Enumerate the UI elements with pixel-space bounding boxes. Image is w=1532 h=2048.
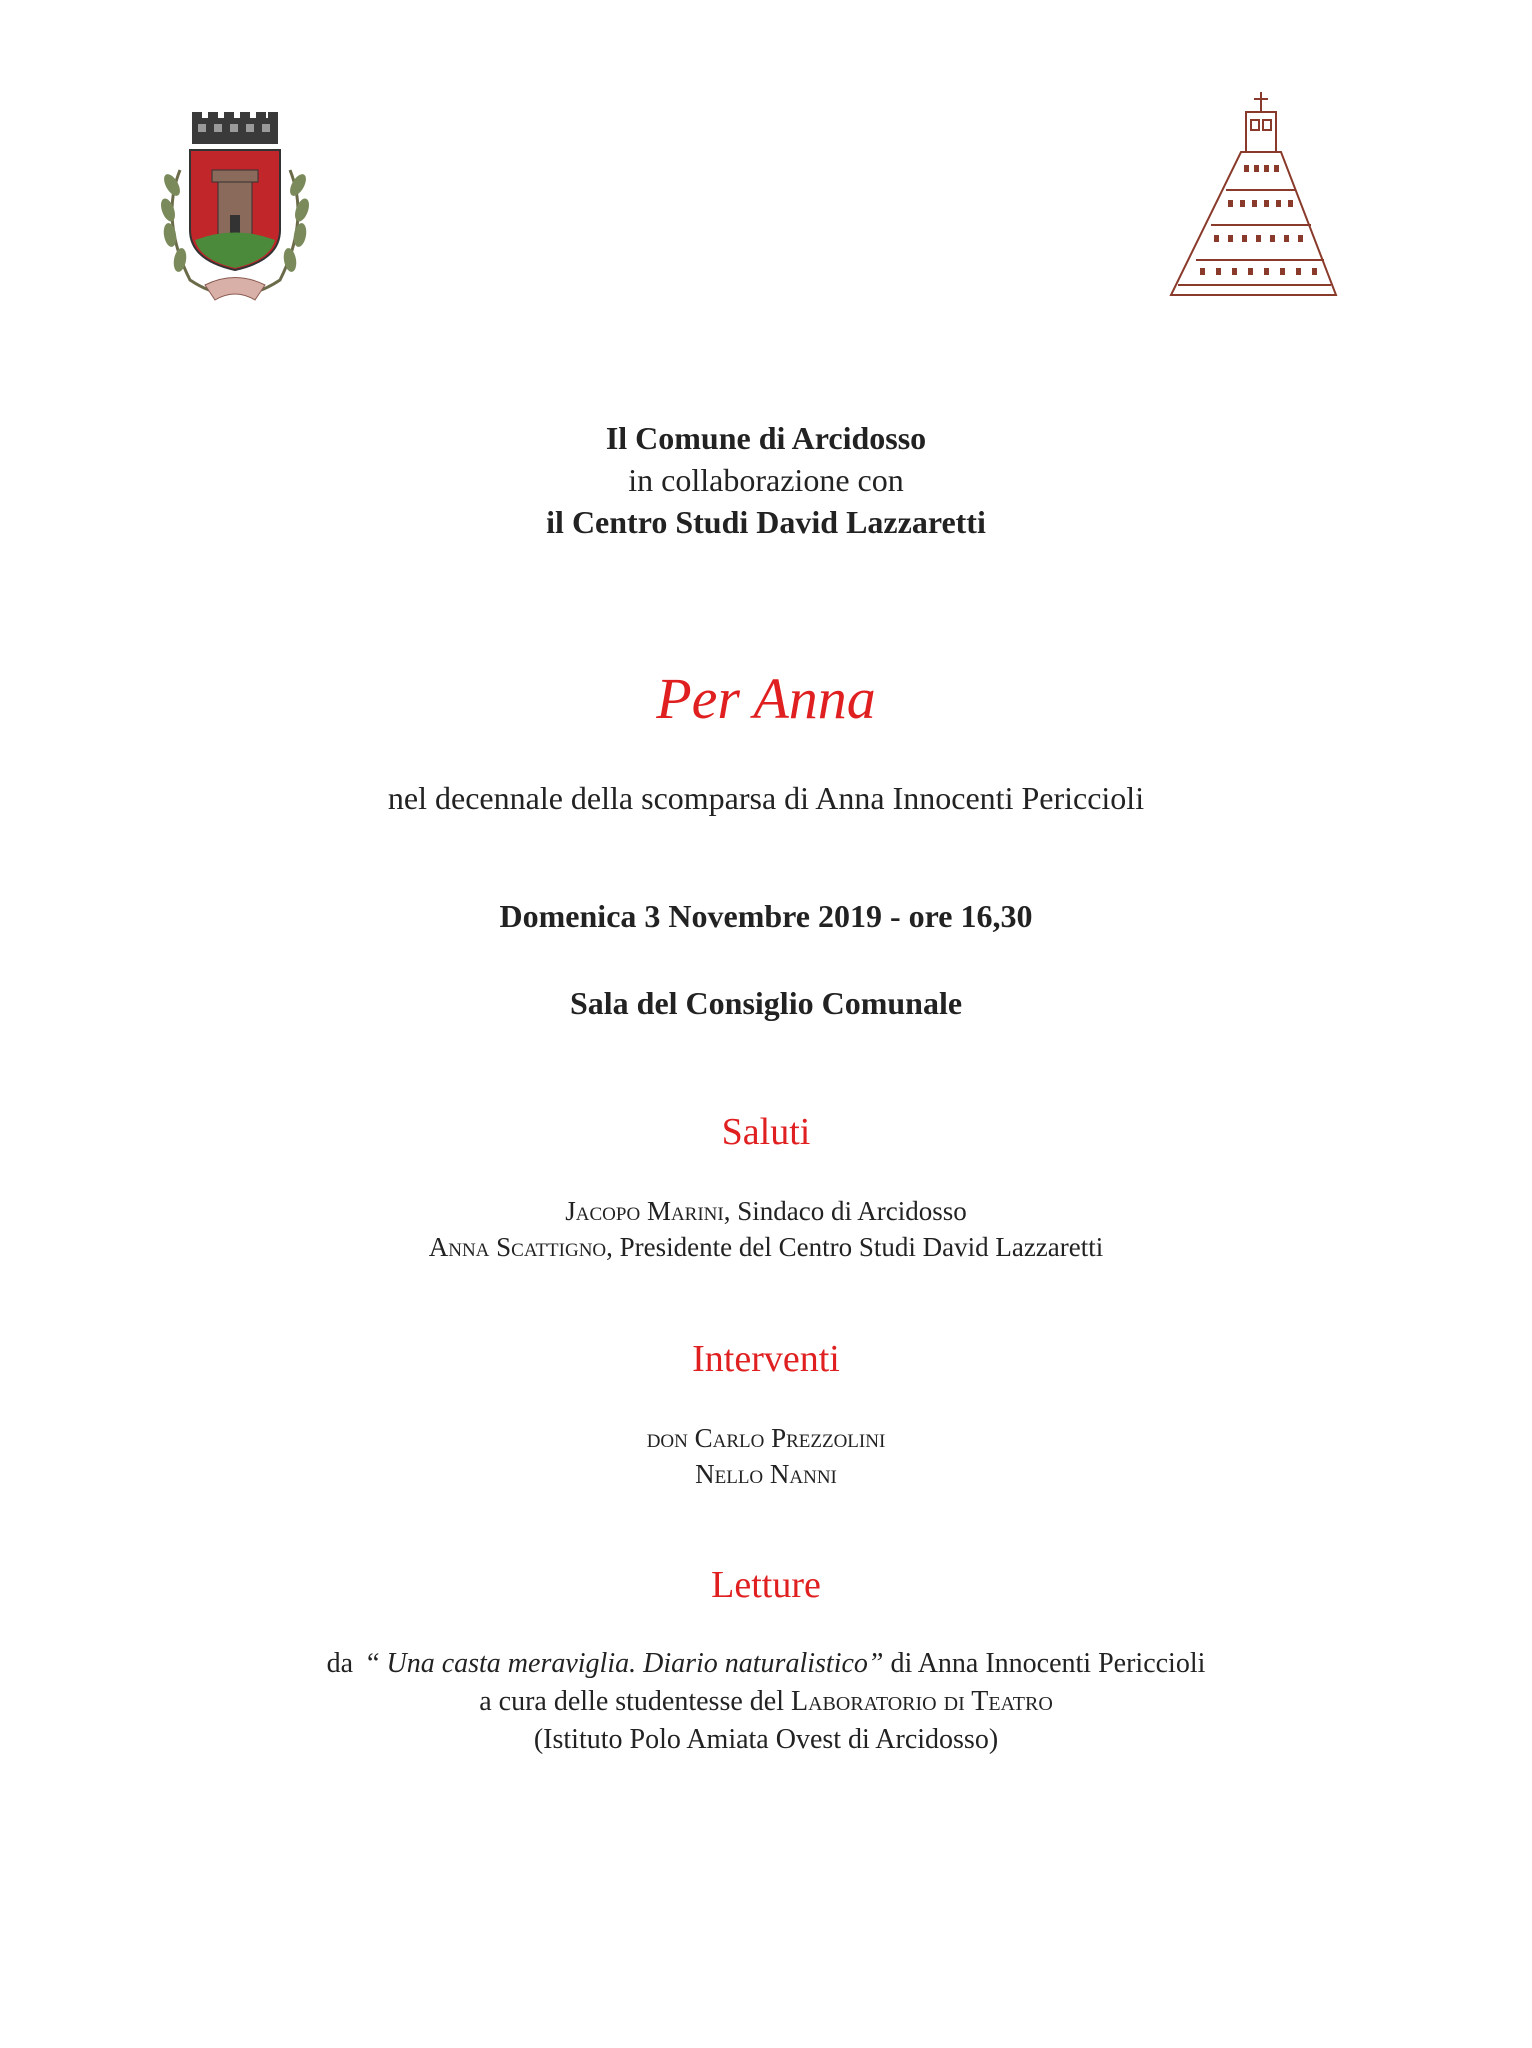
speaker-name: don Carlo Prezzolini (646, 1423, 886, 1453)
book-author: di Anna Innocenti Periccioli (883, 1648, 1206, 1679)
section-heading-interventi: Interventi (692, 1338, 840, 1380)
reading-curation (0, 1686, 1532, 1718)
list-item (0, 1196, 1532, 1227)
book-title: Una casta meraviglia. Diario naturalistico” (386, 1648, 884, 1679)
speaker-role: , Sindaco di Arcidosso (723, 1196, 967, 1226)
reading-source (0, 1648, 1532, 1680)
tower-emblem-icon (1166, 90, 1341, 305)
speaker-name: Nello Nanni (695, 1459, 837, 1489)
organizer-name: Il Comune di Arcidosso (605, 420, 927, 456)
reading-prefix: da “ (326, 1648, 387, 1679)
event-venue: Sala del Consiglio Comunale (569, 985, 963, 1021)
speaker-name: Jacopo Marini (565, 1196, 724, 1226)
collaboration-text: in collaborazione con (628, 462, 904, 498)
section-heading-saluti: Saluti (721, 1111, 811, 1153)
partner-name: il Centro Studi David Lazzaretti (546, 504, 986, 540)
event-title: Per Anna (656, 666, 876, 731)
speaker-name: Anna Scattigno (428, 1232, 607, 1262)
speaker-role: , Presidente del Centro Studi David Lazzaretti (606, 1232, 1104, 1262)
event-subtitle: nel decennale della scomparsa di Anna Innocenti Periccioli (387, 780, 1145, 816)
lab-name: Laboratorio di Teatro (790, 1686, 1053, 1717)
coat-of-arms-icon (150, 110, 320, 305)
event-date-time: Domenica 3 Novembre 2019 - ore 16,30 (499, 898, 1033, 934)
list-item (0, 1232, 1532, 1263)
curation-prefix: a cura delle studentesse del (479, 1686, 791, 1717)
institute-name: (Istituto Polo Amiata Ovest di Arcidosso) (533, 1724, 999, 1755)
section-heading-letture: Letture (711, 1564, 821, 1606)
